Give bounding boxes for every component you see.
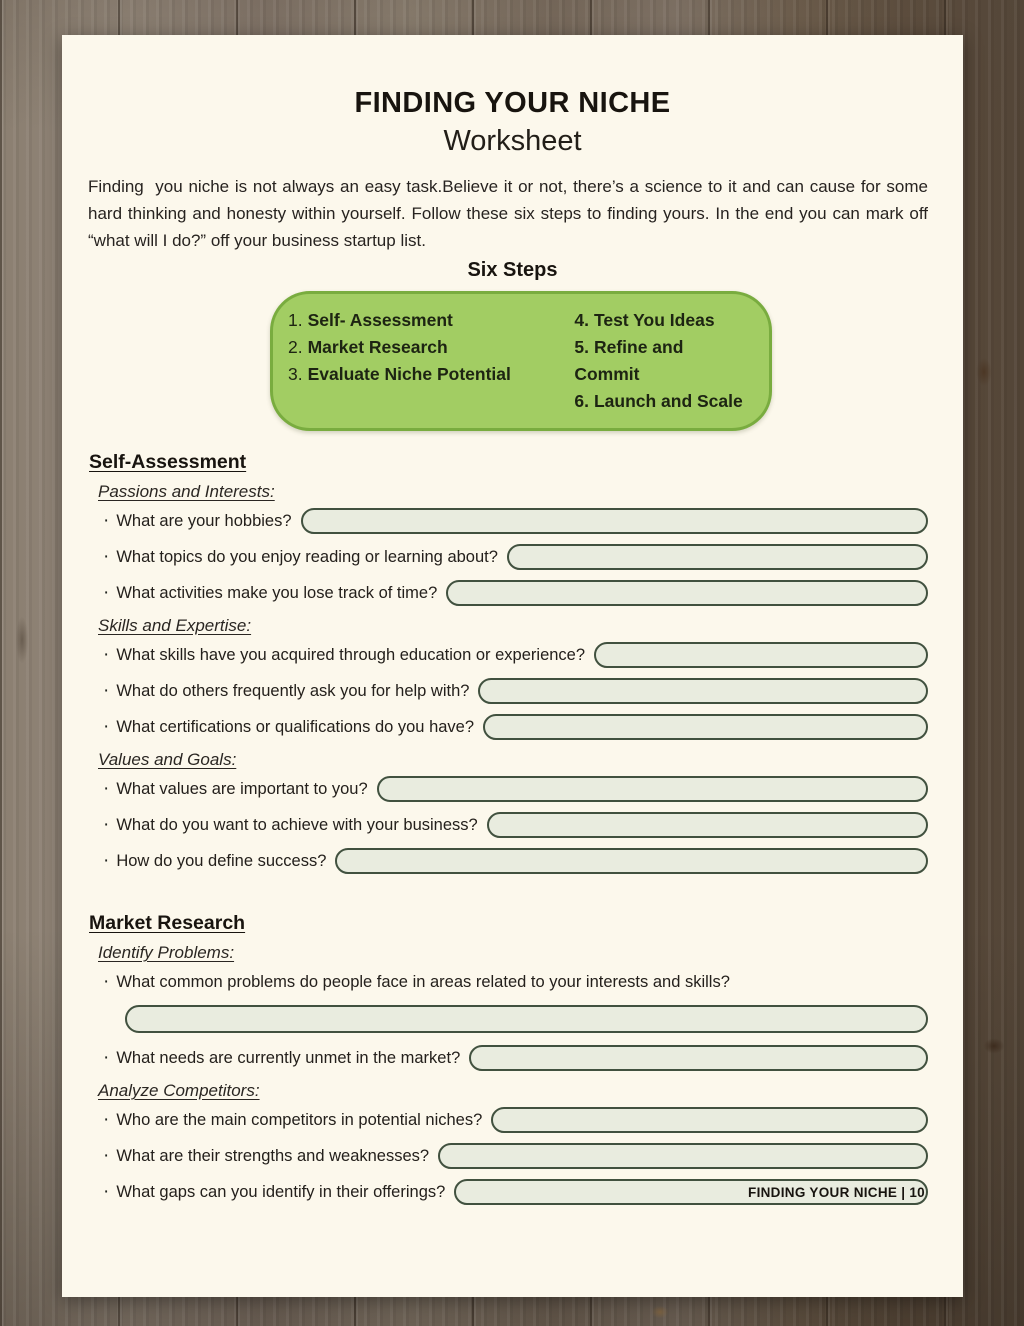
- step-item: [288, 361, 574, 388]
- question-row: [103, 812, 928, 838]
- six-steps-box: [270, 291, 772, 431]
- bullet-dot: ·: [103, 814, 110, 835]
- question-row: [103, 544, 928, 570]
- answer-field[interactable]: [478, 678, 928, 704]
- question-label: What topics do you enjoy reading or learning about?: [116, 547, 498, 566]
- step-number: 6.: [574, 391, 589, 411]
- step-item: [288, 334, 574, 361]
- step-number: 4.: [574, 310, 589, 330]
- bullet-dot: ·: [103, 778, 110, 799]
- bullet-dot: ·: [103, 546, 110, 567]
- question-label: What skills have you acquired through education or experience?: [116, 645, 586, 664]
- subsection-heading: Passions and Interests:: [98, 482, 275, 501]
- subsection-heading: Analyze Competitors:: [98, 1081, 260, 1100]
- section-heading-self-assessment: Self-Assessment: [89, 451, 247, 473]
- answer-field[interactable]: [469, 1045, 928, 1071]
- question-row: [103, 642, 928, 668]
- answer-field[interactable]: [301, 508, 928, 534]
- step-label: Test You Ideas: [593, 310, 715, 330]
- bullet-dot: ·: [103, 850, 110, 871]
- worksheet-page: [62, 35, 963, 1297]
- intro-paragraph: Finding you niche is not always an easy task.Believe it or not, there’s a science to it and can cause for some hard thinking and honesty within yourself. Follow these six steps to finding yours. In the end you can mark off “what will I do?” off your business startup list.: [88, 177, 933, 250]
- answer-field[interactable]: [438, 1143, 928, 1169]
- question-label: How do you define success?: [116, 851, 327, 870]
- step-item: [288, 307, 574, 334]
- six-steps-heading: Six Steps: [467, 259, 558, 281]
- question-label: What certifications or qualifications do you have?: [116, 717, 475, 736]
- answer-field[interactable]: [125, 1005, 928, 1033]
- step-number: 3.: [288, 364, 303, 384]
- bullet-dot: ·: [103, 1145, 110, 1166]
- step-number: 2.: [288, 337, 303, 357]
- question-label: What are your hobbies?: [116, 511, 292, 530]
- bullet-dot: ·: [103, 1047, 110, 1068]
- step-number: 1.: [288, 310, 303, 330]
- bullet-dot: ·: [103, 680, 110, 701]
- answer-field[interactable]: [446, 580, 928, 606]
- question-label: What activities make you lose track of time?: [116, 583, 438, 602]
- step-label: Self- Assessment: [307, 310, 453, 330]
- step-number: 5.: [574, 337, 589, 357]
- page-subtitle: Worksheet: [443, 125, 582, 157]
- answer-field[interactable]: [594, 642, 928, 668]
- answer-field[interactable]: [335, 848, 928, 874]
- question-row: [103, 1143, 928, 1169]
- worksheet-sections: [62, 451, 963, 1205]
- bullet-dot: ·: [103, 716, 110, 737]
- question-row: [103, 714, 928, 740]
- question-row: [103, 1045, 928, 1071]
- step-item: [574, 334, 753, 388]
- bullet-dot: ·: [103, 1181, 110, 1202]
- question-row: [103, 776, 928, 802]
- answer-field[interactable]: [377, 776, 928, 802]
- question-label: What are their strengths and weaknesses?: [116, 1146, 430, 1165]
- subsection-heading: Skills and Expertise:: [98, 616, 252, 635]
- bullet-dot: ·: [103, 510, 110, 531]
- steps-list-left: [288, 307, 574, 415]
- steps-list-right: [574, 307, 753, 415]
- step-label: Evaluate Niche Potential: [307, 364, 511, 384]
- step-item: [574, 388, 753, 415]
- bullet-dot: ·: [103, 1109, 110, 1130]
- answer-field[interactable]: [487, 812, 928, 838]
- question-label: What needs are currently unmet in the market?: [116, 1048, 461, 1067]
- question-row: [103, 969, 928, 995]
- bullet-dot: ·: [103, 582, 110, 603]
- question-label: Who are the main competitors in potential niches?: [116, 1110, 483, 1129]
- answer-field[interactable]: [507, 544, 928, 570]
- question-label: What common problems do people face in areas related to your interests and skills?: [116, 972, 730, 991]
- question-label: What do others frequently ask you for help with?: [116, 681, 470, 700]
- answer-field[interactable]: [491, 1107, 928, 1133]
- step-label: Market Research: [307, 337, 448, 357]
- bullet-dot: ·: [103, 971, 110, 992]
- answer-field-row: [125, 1005, 928, 1033]
- bullet-dot: ·: [103, 644, 110, 665]
- question-label: What gaps can you identify in their offerings?: [116, 1182, 446, 1201]
- question-label: What do you want to achieve with your business?: [116, 815, 478, 834]
- step-item: [574, 307, 753, 334]
- question-label: What values are important to you?: [116, 779, 368, 798]
- subsection-heading: Values and Goals:: [98, 750, 237, 769]
- question-row: [103, 508, 928, 534]
- question-row: [103, 1107, 928, 1133]
- step-label: Refine and Commit: [574, 337, 684, 384]
- question-row: [103, 678, 928, 704]
- page-footer: FINDING YOUR NICHE | 10: [748, 1185, 925, 1200]
- step-label: Launch and Scale: [593, 391, 743, 411]
- subsection-heading: Identify Problems:: [98, 943, 235, 962]
- page-title: FINDING YOUR NICHE: [354, 87, 671, 119]
- question-row: [103, 580, 928, 606]
- section-heading-market-research: Market Research: [89, 912, 246, 934]
- question-row: [103, 848, 928, 874]
- answer-field[interactable]: [483, 714, 928, 740]
